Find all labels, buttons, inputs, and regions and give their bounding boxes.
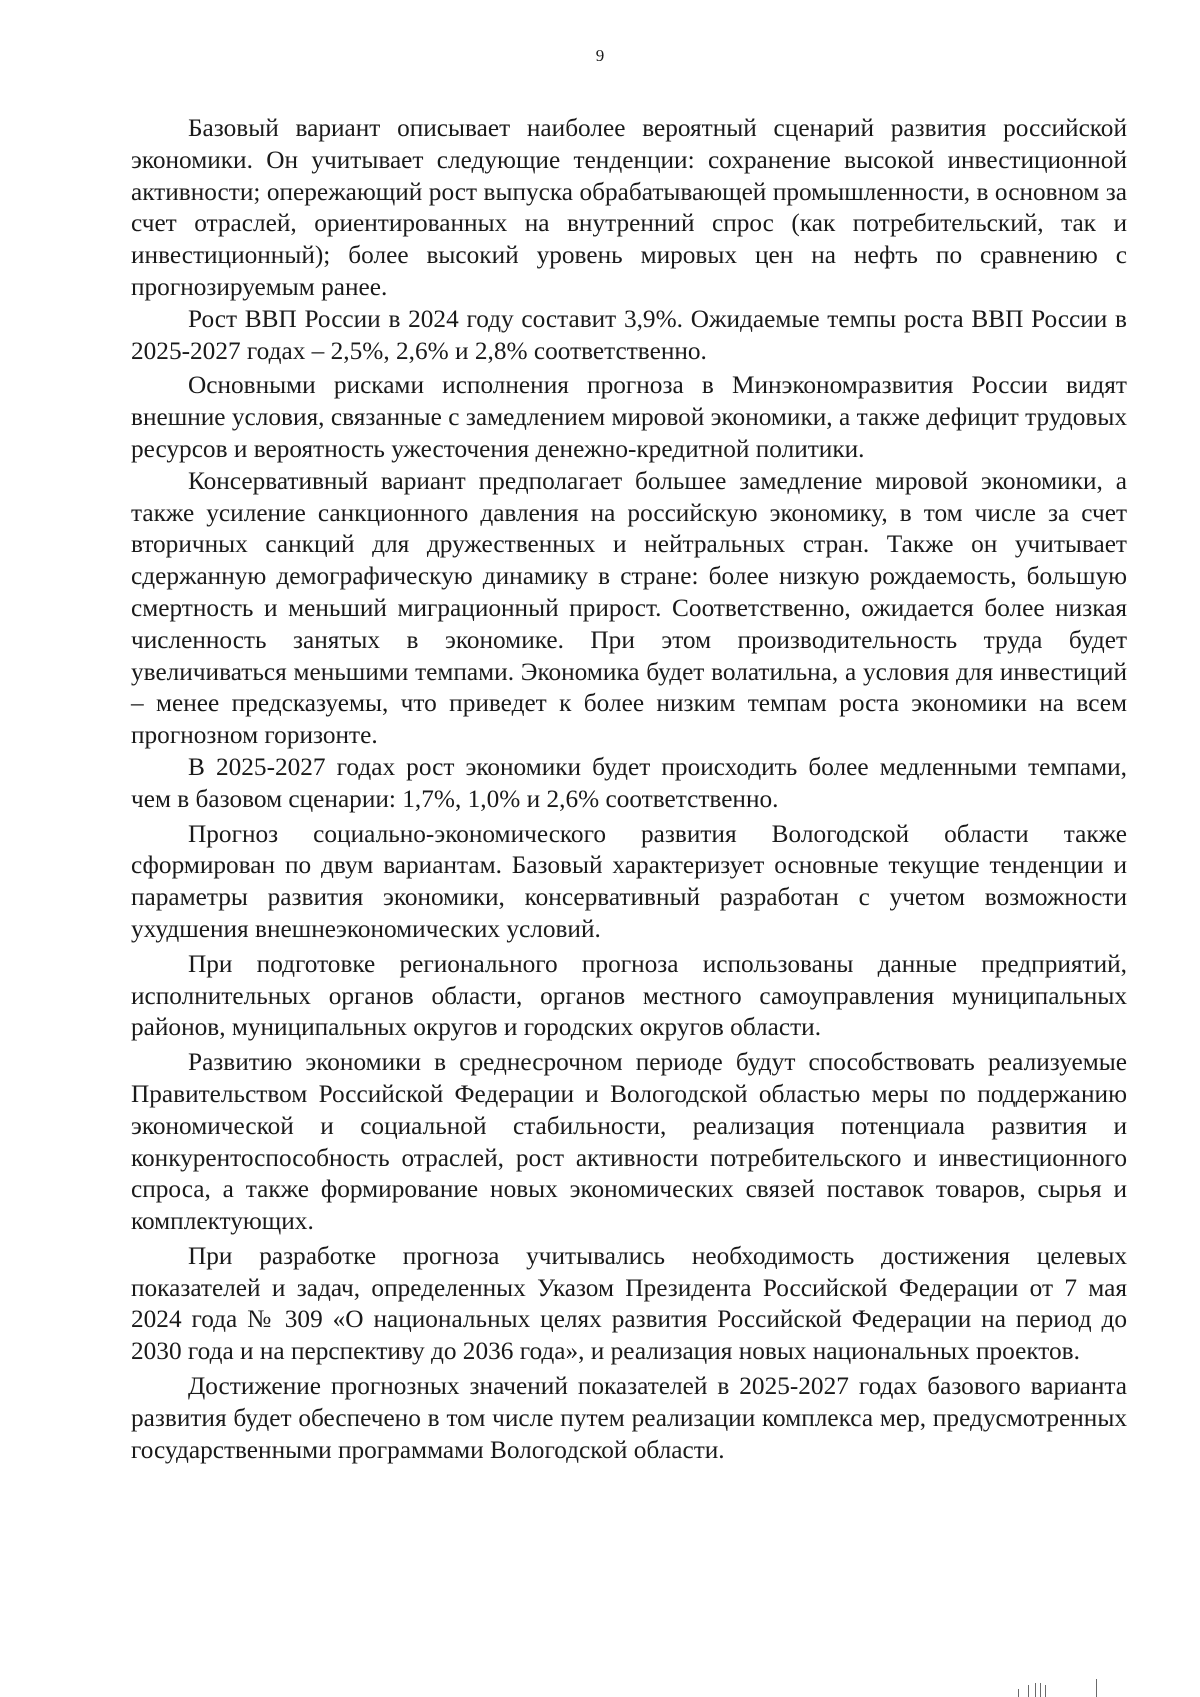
paragraph-baseline-scenario: Базовый вариант описывает наиболее вероятный сценарий развития российской экономики. Он учитывает следующие тенденции: сохранение высокой инвестиционной активности; опережающий рост выпуска обрабатывающей промышленности, в основном за счет отраслей, ориентированных на внутренний спрос (как потребительский, так и инвестиционный); более высокий уровень мировых цен на нефть по сравнению с прогнозируемым ранее. <box>131 114 1127 301</box>
paragraph-conservative-scenario: Консервативный вариант предполагает большее замедление мировой экономики, а также усиление санкционного давления на российскую экономику, в том числе за счет вторичных санкций для дружественных и нейтральных стран. Также он учитывает сдержанную демографическую динамику в стране: более низкую рождаемость, большую смертность и меньший миграционный прирост. Соответственно, ожидается более низкая численность занятых в экономике. При этом производительность труда будет увеличиваться меньшими темпами. Экономика будет волатильна, а условия для инвестиций – менее предсказуемы, что приведет к более низким темпам роста экономики на всем прогнозном горизонте. <box>131 466 1127 750</box>
page-number: 9 <box>595 46 605 65</box>
paragraph-gdp-growth: Рост ВВП России в 2024 году составит 3,9%. Ожидаемые темпы роста ВВП России в 2025-2027 годах – 2,5%, 2,6% и 2,8% соответственно. <box>131 304 1127 365</box>
paragraph-presidential-decree: При разработке прогноза учитывались необходимость достижения целевых показателей и задач, определенных Указом Президента Российской Федерации от 7 мая 2024 года № 309 «О национальных целях развития Российской Федерации на период до 2030 года и на перспективу до 2036 года», и реализация новых национальных проектов. <box>131 1241 1127 1366</box>
paragraph-conservative-growth: В 2025-2027 годах рост экономики будет происходить более медленными темпами, чем в базовом сценарии: 1,7%, 1,0% и 2,6% соответственно. <box>131 752 1127 813</box>
paragraph-state-programs: Достижение прогнозных значений показателей в 2025-2027 годах базового варианта развития будет обеспечено в том числе путем реализации комплекса мер, предусмотренных государственными программами Вологодской области. <box>131 1372 1127 1464</box>
document-body <box>131 113 1127 1466</box>
paragraph-main-risks: Основными рисками исполнения прогноза в Минэкономразвития России видят внешние условия, связанные с замедлением мировой экономики, а также дефицит трудовых ресурсов и вероятность ужесточения денежно-кредитной политики. <box>131 371 1127 463</box>
paragraph-data-sources: При подготовке регионального прогноза использованы данные предприятий, исполнительных органов области, органов местного самоуправления муниципальных районов, муниципальных округов и городских округов области. <box>131 949 1127 1042</box>
scan-artifact-marks <box>1018 1678 1098 1697</box>
paragraph-regional-forecast: Прогноз социально-экономического развития Вологодской области также сформирован по двум вариантам. Базовый характеризует основные текущие тенденции и параметры развития экономики, консервативный разработан с учетом возможности ухудшения внешнеэкономических условий. <box>131 819 1127 943</box>
paragraph-development-factors: Развитию экономики в среднесрочном периоде будут способствовать реализуемые Правительством Российской Федерации и Вологодской областью меры по поддержанию экономической и социальной стабильности, реализация потенциала развития и конкурентоспособность отраслей, рост активности потребительского и инвестиционного спроса, а также формирование новых экономических связей поставок товаров, сырья и комплектующих. <box>131 1048 1127 1236</box>
